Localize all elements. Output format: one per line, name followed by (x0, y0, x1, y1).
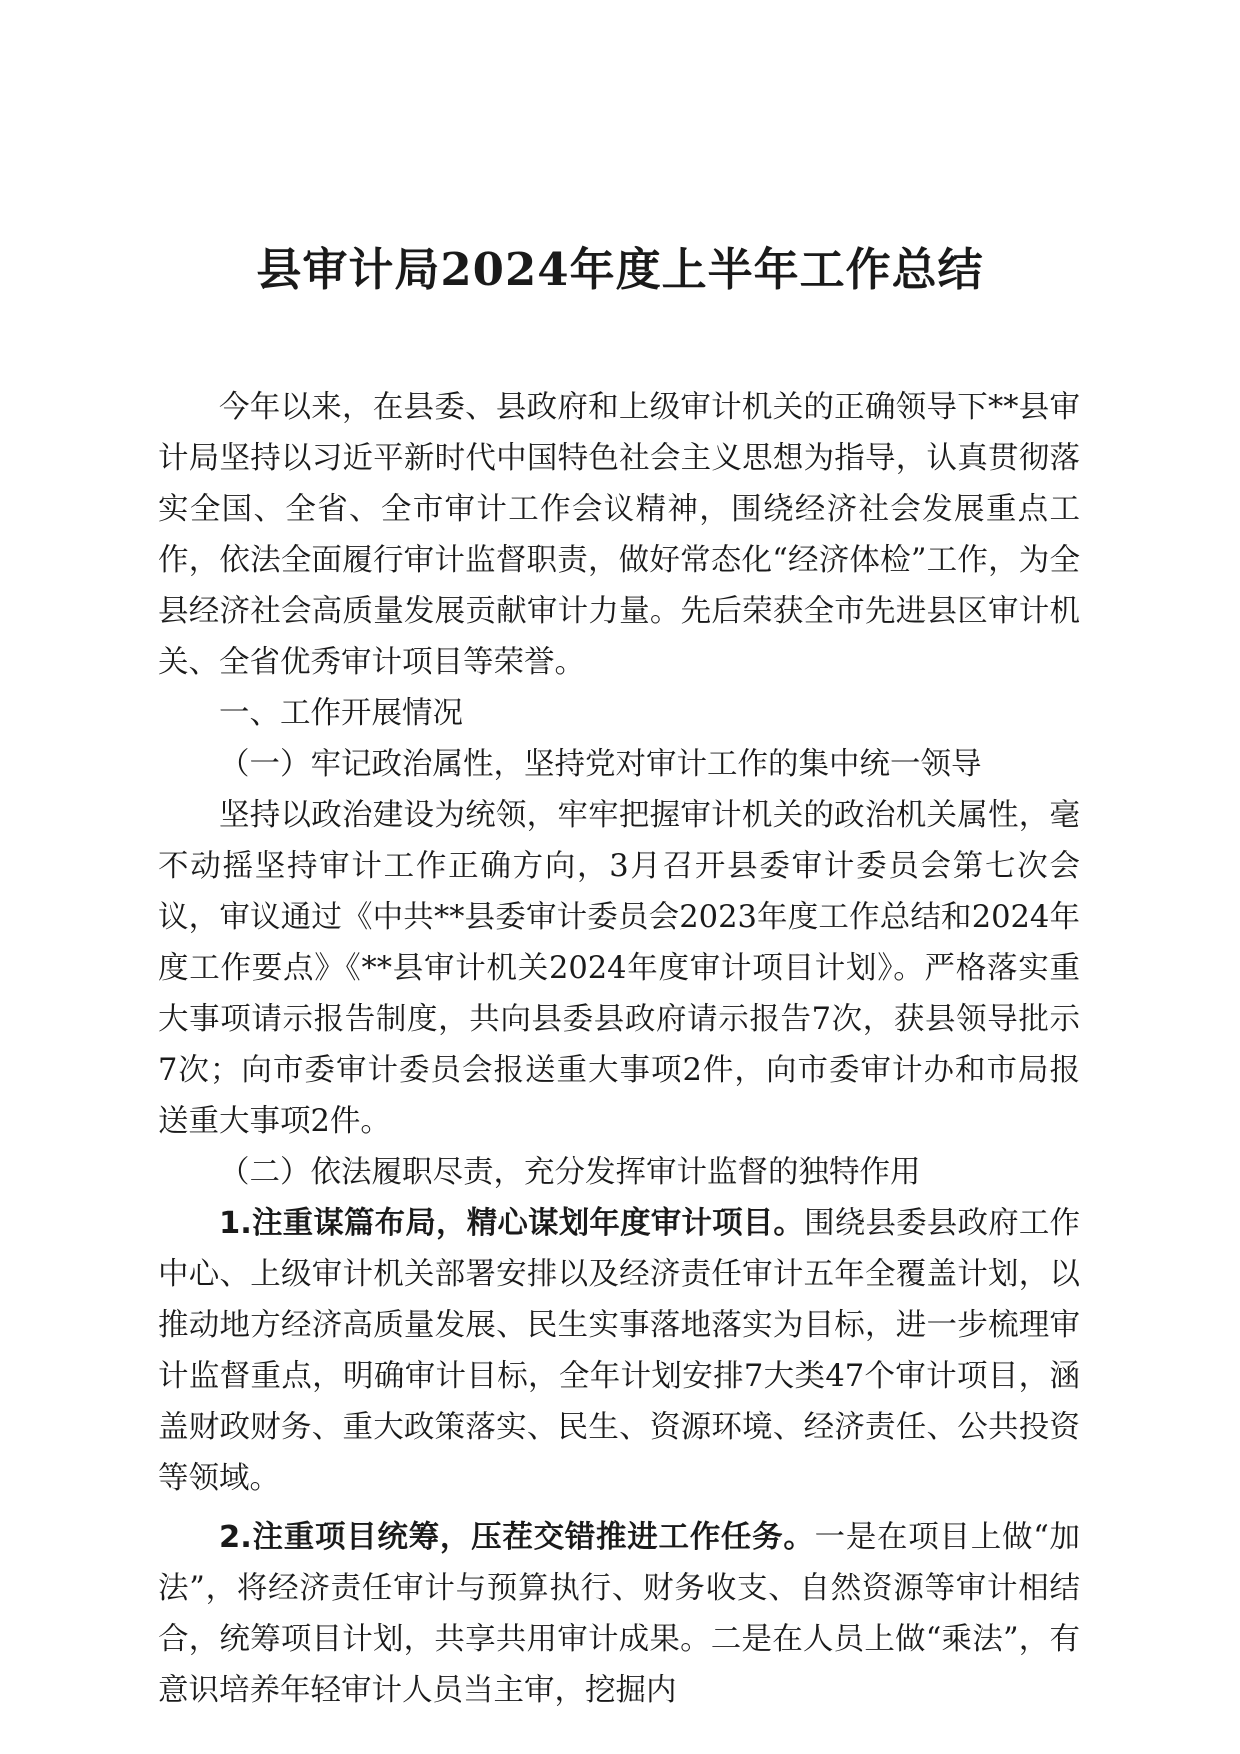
intro-paragraph: 今年以来，在县委、县政府和上级审计机关的正确领导下**县审计局坚持以习近平新时代中国特色社会主义思想为指导，认真贯彻落实全国、全省、全市审计工作会议精神，围绕经济社会发展重点工作，依法全面履行审计监督职责，做好常态化“经济体检”工作，为全县经济社会高质量发展贡献审计力量。先后荣获全市先进县区审计机关、全省优秀审计项目等荣誉。 (158, 390, 1080, 680)
subsection-heading-political: （一）牢记政治属性，坚持党对审计工作的集中统一领导 (219, 747, 982, 782)
document-body (158, 382, 1080, 1716)
item-paragraph-coordination (158, 1512, 1080, 1716)
subsection-body-political: 坚持以政治建设为统领，牢牢把握审计机关的政治机关属性，毫不动摇坚持审计工作正确方向，3月召开县委审计委员会第七次会议，审议通过《中共**县委审计委员会2023年度工作总结和2024年度工作要点》《**县审计机关2024年度审计项目计划》。严格落实重大事项请示报告制度，共向县委县政府请示报告7次，获县领导批示7次；向市委审计委员会报送重大事项2件，向市委审计办和市局报送重大事项2件。 (158, 798, 1080, 1139)
document-title: 县审计局2024年度上半年工作总结 (256, 243, 984, 296)
item-body-planning: 围绕县委县政府工作中心、上级审计机关部署安排以及经济责任审计五年全覆盖计划，以推动地方经济高质量发展、民生实事落地落实为目标，进一步梳理审计监督重点，明确审计目标，全年计划安排7大类47个审计项目，涵盖财政财务、重大政策落实、民生、资源环境、经济责任、公共投资等领域。 (158, 1206, 1080, 1496)
item-lead-coordination: 2.注重项目统筹，压茬交错推进工作任务。 (219, 1520, 815, 1555)
item-body-coordination: 一是在项目上做“加法”，将经济责任审计与预算执行、财务收支、自然资源等审计相结合，统筹项目计划，共享共用审计成果。二是在人员上做“乘法”，有意识培养年轻审计人员当主审，挖掘内 (158, 1520, 1081, 1708)
subsection-heading-duties: （二）依法履职尽责，充分发挥审计监督的独特作用 (219, 1155, 921, 1190)
item-lead-planning: 1.注重谋篇布局，精心谋划年度审计项目。 (219, 1206, 805, 1241)
item-paragraph-planning (158, 1198, 1080, 1504)
section-heading-work-progress: 一、工作开展情况 (219, 696, 463, 731)
